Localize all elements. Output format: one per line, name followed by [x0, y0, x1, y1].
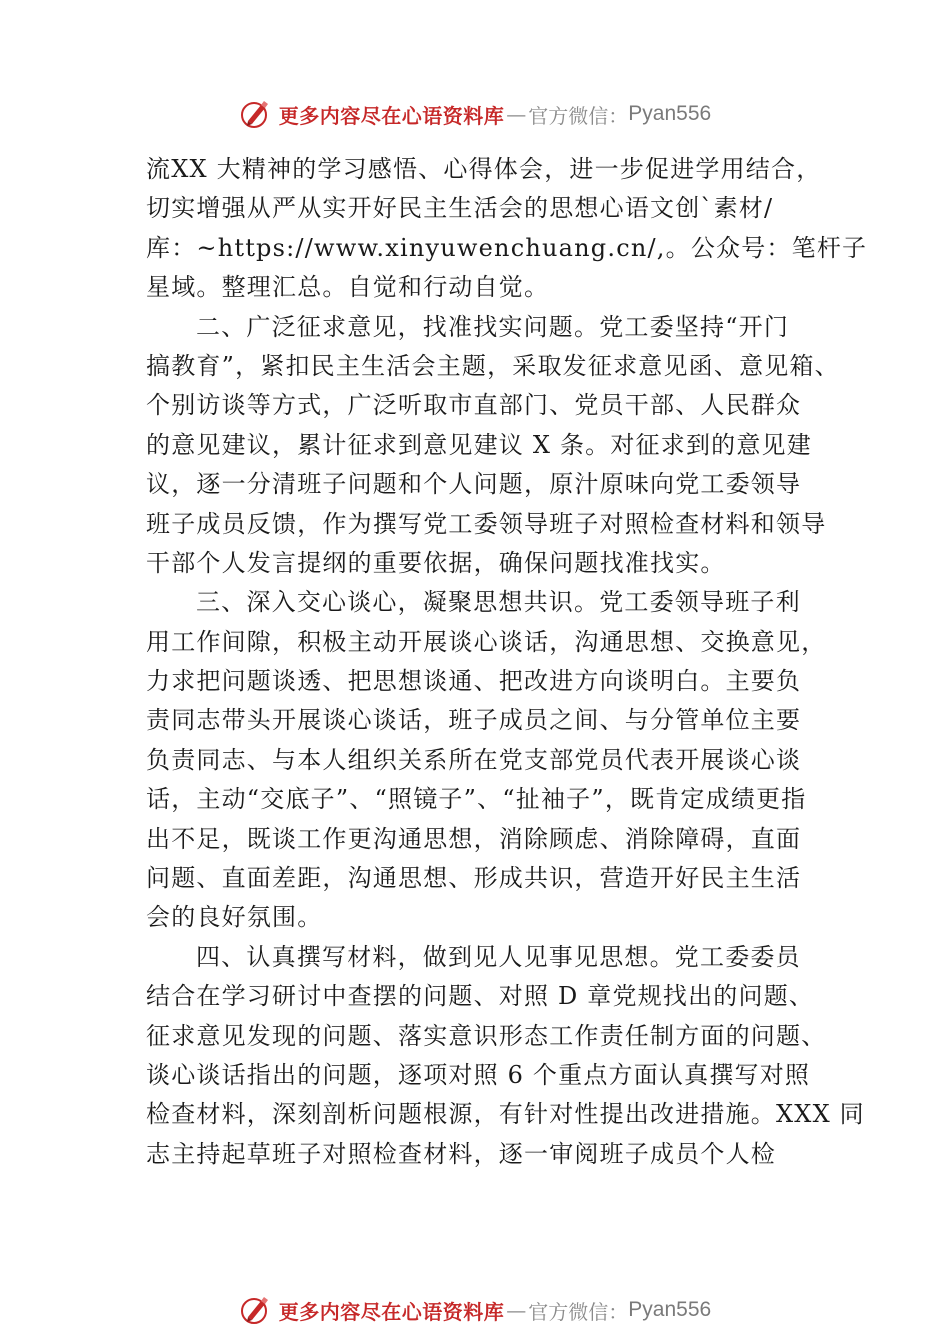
body-line: 切实增强从严从实开好民主生活会的思想心语文创`素材/: [146, 194, 774, 223]
footer-wechat-id: Pyan556: [628, 1298, 712, 1321]
body-line: 议，逐一分清班子问题和个人问题，原汁原味向党工委领导: [146, 470, 802, 499]
header-banner: [0, 94, 950, 134]
body-line: 干部个人发言提纲的重要依据，确保问题找准找实。: [146, 548, 726, 577]
body-line: 的意见建议，累计征求到意见建议 X 条。对征求到的意见建: [146, 430, 812, 459]
document-body: [146, 150, 868, 1174]
body-line: 征求意见发现的问题、落实意识形态工作责任制方面的问题、: [146, 1021, 827, 1050]
header-sub-text: 官方微信：: [528, 103, 629, 128]
header-wechat-id: Pyan556: [628, 102, 712, 125]
footer-banner: [0, 1290, 950, 1330]
body-line: 库：~https://www.xinyuwenchuang.cn/,。公众号：笔杆子: [146, 233, 868, 262]
body-line: 班子成员反馈，作为撰写党工委领导班子对照检查材料和领导: [146, 509, 827, 538]
body-line: 会的良好氛围。: [146, 903, 323, 932]
footer-separator: —: [506, 1298, 527, 1322]
body-line: 志主持起草班子对照检查材料，逐一审阅班子成员个人检: [146, 1139, 776, 1168]
paragraph-start-line: 四、认真撰写材料，做到见人见事见思想。党工委委员: [196, 942, 801, 971]
pen-logo-icon: [239, 97, 273, 131]
header-separator: —: [506, 102, 527, 126]
body-line: 个别访谈等方式，广泛听取市直部门、党员干部、人民群众: [146, 391, 802, 420]
body-line: 结合在学习研讨中查摆的问题、对照 D 章党规找出的问题、: [146, 982, 815, 1011]
body-line: 用工作间隙，积极主动开展谈心谈话，沟通思想、交换意见，: [146, 627, 827, 656]
body-line: 星域。整理汇总。自觉和行动自觉。: [146, 273, 550, 302]
body-line: 话，主动“交底子”、“照镜子”、“扯袖子”，既肯定成绩更指: [146, 785, 807, 814]
body-line: 谈心谈话指出的问题，逐项对照 6 个重点方面认真撰写对照: [146, 1060, 811, 1089]
header-brand-text: 更多内容尽在心语资料库: [278, 103, 505, 128]
pen-logo-icon: [239, 1293, 273, 1327]
paragraph-start-line: 三、深入交心谈心，凝聚思想共识。党工委领导班子利: [196, 588, 801, 617]
body-line: 力求把问题谈透、把思想谈通、把改进方向谈明白。主要负: [146, 667, 802, 696]
body-line: 负责同志、与本人组织关系所在党支部党员代表开展谈心谈: [146, 745, 802, 774]
body-line: 检查材料，深刻剖析问题根源，有针对性提出改进措施。XXX 同: [146, 1100, 865, 1129]
body-line: 责同志带头开展谈心谈话，班子成员之间、与分管单位主要: [146, 706, 802, 735]
body-line: 出不足，既谈工作更沟通思想，消除顾虑、消除障碍，直面: [146, 824, 802, 853]
body-line: 问题、直面差距，沟通思想、形成共识，营造开好民主生活: [146, 864, 802, 893]
footer-brand-text: 更多内容尽在心语资料库: [278, 1299, 505, 1324]
footer-sub-text: 官方微信：: [528, 1299, 629, 1324]
paragraph-start-line: 二、广泛征求意见，找准找实问题。党工委坚持“开门: [196, 312, 790, 341]
body-line: 流XX 大精神的学习感悟、心得体会，进一步促进学用结合，: [146, 155, 822, 183]
body-line: 搞教育”，紧扣民主生活会主题，采取发征求意见函、意见箱、: [146, 351, 840, 380]
